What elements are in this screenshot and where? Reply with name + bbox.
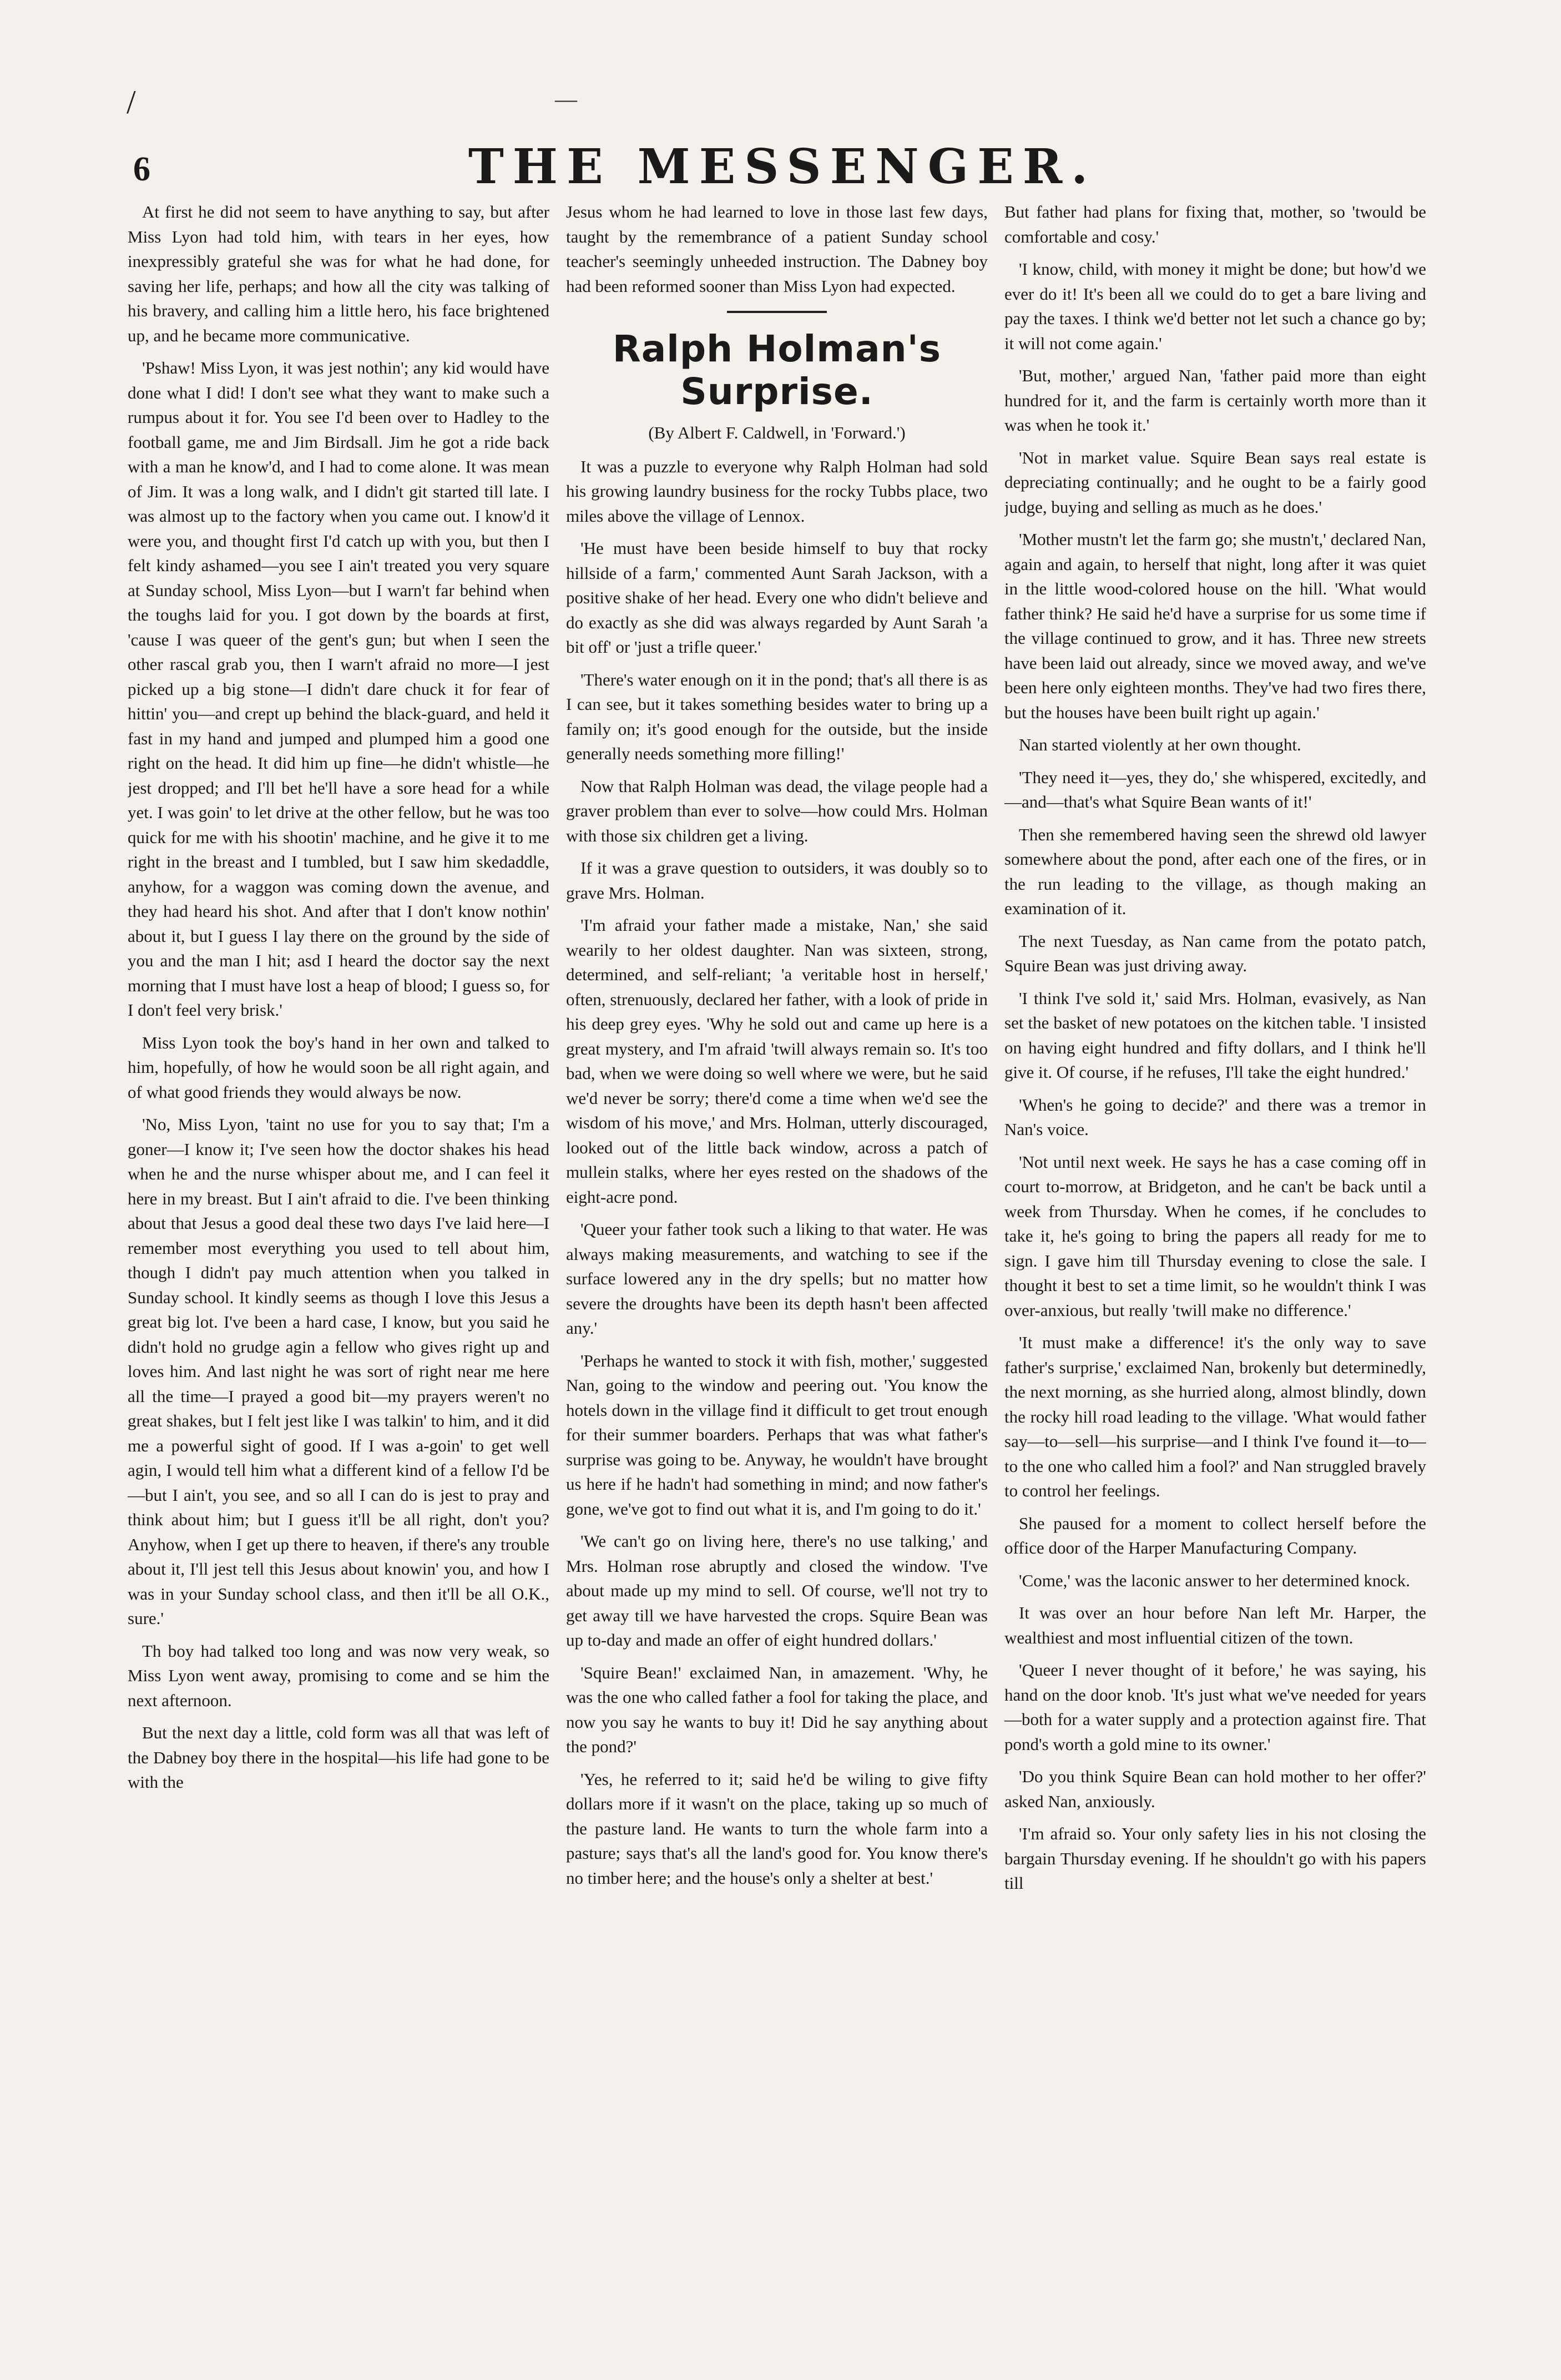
page-number: 6 xyxy=(133,150,150,188)
column-2 xyxy=(566,200,988,2353)
paragraph: 'No, Miss Lyon, 'taint no use for you to say that; I'm a goner—I know it; I've seen how the doctor shakes his head when he and the nurse whisper about me, and I can feel it here in my breast. But I ain't afraid to die. I've been thinking about that Jesus a good deal these two days I've laid here—I remember most everything you used to tell about him, though I didn't pay much attention when you talked in Sunday school. It kindly seems as though I love this Jesus a great big lot. I've been a hard case, I know, but you said he didn't hold no grudge agin a fellow who gives right up and loves him. And last night he was sort of right near me here all the time—I prayed a good bit—my prayers weren't no great shakes, but I felt jest like I was talkin' to him, and it did me a powerful sight of good. If I was a-goin' to get well agin, I would tell him what a different kind of a fellow I'd be—but I ain't, you see, and so all I can do is jest to pray and think about him; but I guess it'll be all right, don't you? Anyhow, when I get up there to heaven, if there's any trouble about it, I'll jest tell this Jesus about knowin' you, and how I was in your Sunday school class, and then it'll be all O.K., sure.' xyxy=(128,1115,549,1628)
paragraph: 'I'm afraid so. Your only safety lies in his not closing the bargain Thursday evening. If he shouldn't go with his papers till xyxy=(1004,1824,1426,1893)
column-1 xyxy=(128,200,549,2353)
paragraph: 'Pshaw! Miss Lyon, it was jest nothin'; any kid would have done what I did! I don't see what they want to make such a rumpus about it for. You see I'd been over to Hadley to the football game, me and Jim Birdsall. Jim he got a ride back with a man he know'd, and I had to come alone. It was mean of Jim. It was a long walk, and I didn't git started till late. I was almost up to the factory when you came out. I know'd it were you, and thought first I'd catch up with you, but then I felt kindy ashamed—you see I ain't treated you very square at Sunday school, Miss Lyon—but I warn't far behind when the toughs laid for you. I got down by the boards at first, 'cause I was queer of the gent's gun; but when I seen the other rascal grab you, then I warn't afraid no more—I jest picked up a big stone—I didn't dare chuck it for fear of hittin' you—and crept up behind the black-guard, and held it fast in my hand and jumped and plumped him a good one right on the head. It did him up fine—he didn't whistle—he jest dropped; and I'll bet he'll have a sore head for a while yet. I was goin' to let drive at the other fellow, but he was too quick for me with his shootin' machine, and he give it to me right in the breast and I tumbled, but I saw him skedaddle, anyhow, for a waggon was coming down the avenue, and they had heard his shot. And after that I don't know nothin' about it, but I guess I lay there on the ground by the side of you and the man I hit; asd I heard the doctor say the next morning that I must have lost a heap of blood; I guess so, for I don't feel very brisk.' xyxy=(128,358,549,1020)
paragraph: 'Yes, he referred to it; said he'd be wiling to give fifty dollars more if it wasn't on the place, taking up so much of the pasture land. He wants to turn the whole farm into a pasture; says that's all the land's good for. You know there's no timber here; and the house's only a shelter at best.' xyxy=(566,1769,988,1888)
article-columns xyxy=(111,200,1454,2353)
paragraph: 'Not in market value. Squire Bean says real estate is depreciating continually; and he ought to be a fairly good judge, buying and selling as much as he does.' xyxy=(1004,447,1426,517)
paragraph: If it was a grave question to outsiders, it was doubly so to grave Mrs. Holman. xyxy=(566,858,988,902)
publication-title: THE MESSENGER. xyxy=(468,139,1097,195)
paragraph: Now that Ralph Holman was dead, the vilage people had a graver problem than ever to solve—how could Mrs. Holman with those six children get a living. xyxy=(566,776,988,845)
masthead xyxy=(111,139,1454,200)
paragraph: 'When's he going to decide?' and there was a tremor in Nan's voice. xyxy=(1004,1095,1426,1139)
paragraph: 'It must make a difference! it's the only way to save father's surprise,' exclaimed Nan, brokenly but determinedly, the next morning, as she hurried along, almost blindly, down the rocky hill road leading to the village. 'What would father say—to—sell—his surprise—and I think I've found it—to—to the one who called him a fool?' and Nan struggled bravely to control her feelings. xyxy=(1004,1333,1426,1500)
paragraph: But father had plans for fixing that, mother, so 'twould be comfortable and cosy.' xyxy=(1004,202,1426,246)
margin-mark: / xyxy=(127,84,136,120)
paragraph: 'There's water enough on it in the pond; that's all there is as I can see, but it takes something besides water to bring up a family on; it's good enough for the outside, but the inside generally needs something more filling!' xyxy=(566,669,988,763)
paragraph: Miss Lyon took the boy's hand in her own and talked to him, hopefully, of how he would soon be all right again, and of what good friends they would always be now. xyxy=(128,1032,549,1102)
paragraph: 'But, mother,' argued Nan, 'father paid more than eight hundred for it, and the farm is certainly worth more than it was when he took it.' xyxy=(1004,366,1426,435)
story-byline: (By Albert F. Caldwell, in 'Forward.') xyxy=(648,423,906,442)
paragraph: 'Mother mustn't let the farm go; she mustn't,' declared Nan, again and again, to herself that night, long after it was quiet in the little wood-colored house on the hill. 'What would father think? He said he'd have a surprise for us some time if the village continued to grow, and it has. Three new streets have been laid out already, since we moved away, and we've been here only eighteen months. They've had two fires there, but the houses have been built right up again.' xyxy=(1004,530,1426,722)
paragraph: 'Queer I never thought of it before,' he was saying, his hand on the door knob. 'It's just what we've needed for years—both for a water supply and a protection against fire. That pond's worth a gold mine to its owner.' xyxy=(1004,1660,1426,1754)
paragraph: Th boy had talked too long and was now very weak, so Miss Lyon went away, promising to come and se him the next afternoon. xyxy=(128,1641,549,1710)
margin-mark: — xyxy=(555,87,577,112)
paragraph: It was over an hour before Nan left Mr. Harper, the wealthiest and most influential citizen of the town. xyxy=(1004,1603,1426,1647)
paragraph: Nan started violently at her own thought. xyxy=(1019,735,1301,754)
story-title: Ralph Holman's Surprise. xyxy=(612,327,942,413)
paragraph: 'Come,' was the laconic answer to her determined knock. xyxy=(1019,1570,1410,1590)
paragraph: It was a puzzle to everyone why Ralph Holman had sold his growing laundry business for the rocky Tubbs place, two miles above the village of Lennox. xyxy=(566,456,988,526)
section-divider xyxy=(727,311,827,313)
paragraph: 'I think I've sold it,' said Mrs. Holman, evasively, as Nan set the basket of new potatoes on the kitchen table. 'I insisted on having eight hundred and fifty dollars, and I think he'll give it. Of course, if he refuses, I'll take the eight hundred.' xyxy=(1004,988,1426,1082)
paragraph: 'Squire Bean!' exclaimed Nan, in amazement. 'Why, he was the one who called father a fool for taking the place, and now you say he wants to buy it! Did he say anything about the pond?' xyxy=(566,1662,988,1756)
paragraph: 'Queer your father took such a liking to that water. He was always making measurements, and watching to see if the surface lowered any in the dry spells; but no matter how severe the droughts have been its depth hasn't been affected any.' xyxy=(566,1219,988,1338)
paragraph: Then she remembered having seen the shrewd old lawyer somewhere about the pond, after each one of the fires, or in the run leading to the village, as though making an examination of it. xyxy=(1004,824,1426,918)
paragraph: 'Not until next week. He says he has a case coming off in court to-morrow, at Bridgeton, and he can't be back until a week from Thursday. When he comes, if he concludes to take it, he's going to bring the papers all ready for me to sign. I gave him till Thursday evening to close the sale. I thought it best to set a time limit, so he wouldn't think I was over-anxious, but really 'twill make no difference.' xyxy=(1004,1152,1426,1320)
paragraph: 'Do you think Squire Bean can hold mother to her offer?' asked Nan, anxiously. xyxy=(1004,1767,1426,1811)
paragraph: At first he did not seem to have anything to say, but after Miss Lyon had told him, with tears in her eyes, how inexpressibly grateful she was for what he had done, for saving her life, perhaps; and how all the city was talking of his bravery, and calling him a little hero, his face brightened up, and he became more communicative. xyxy=(128,202,549,345)
paragraph: 'I'm afraid your father made a mistake, Nan,' she said wearily to her oldest daughter. Nan was sixteen, strong, determined, and self-reliant; 'a veritable host in herself,' often, strenuously, declared her father, with a look of pride in his deep grey eyes. 'Why he sold out and came up here is a great mystery, and I'm afraid 'twill always remain so. It's too bad, when we were doing so well where we were, but he said we'd never be sorry; there'd come a time when we'd see the wisdom of his move,' and Mrs. Holman, utterly discouraged, looked out of the little back window, across a patch of mullein stalks, where her eyes rested on the shadows of the eight-acre pond. xyxy=(566,915,988,1207)
paragraph: 'I know, child, with money it might be done; but how'd we ever do it! It's been all we could do to get a bare living and pay the taxes. I think we'd better not let such a chance go by; it will not come again.' xyxy=(1004,259,1426,353)
paragraph: But the next day a little, cold form was all that was left of the Dabney boy there in the hospital—his life had gone to be with the xyxy=(128,1723,549,1792)
paragraph: She paused for a moment to collect herself before the office door of the Harper Manufacturing Company. xyxy=(1004,1513,1426,1557)
paragraph: The next Tuesday, as Nan came from the potato patch, Squire Bean was just driving away. xyxy=(1004,931,1426,975)
paragraph: 'We can't go on living here, there's no use talking,' and Mrs. Holman rose abruptly and closed the window. 'I've about made up my mind to sell. Of course, we'll not try to get away till we have harvested the crops. Squire Bean was up to-day and made an offer of eight hundred dollars.' xyxy=(566,1531,988,1650)
paragraph: 'They need it—yes, they do,' she whispered, excitedly, and—and—that's what Squire Bean wants of it!' xyxy=(1004,767,1426,811)
paragraph: Jesus whom he had learned to love in those last few days, taught by the remembrance of a patient Sunday school teacher's seemingly unheeded instruction. The Dabney boy had been reformed sooner than Miss Lyon had expected. xyxy=(566,202,988,296)
paragraph: 'Perhaps he wanted to stock it with fish, mother,' suggested Nan, going to the window and peering out. 'You know the hotels down in the village find it difficult to get trout enough for their summer boarders. Perhaps that was what father's surprise was going to be. Anyway, he wouldn't have brought us here if he hadn't had something in mind; and now father's gone, we've got to find out what it is, and I'm going to do it.' xyxy=(566,1350,988,1519)
paragraph: 'He must have been beside himself to buy that rocky hillside of a farm,' commented Aunt Sarah Jackson, with a positive shake of her head. Every one who didn't believe and do exactly as she did was always regarded by Aunt Sarah 'a bit off' or 'just a trifle queer.' xyxy=(566,538,988,657)
column-3 xyxy=(1004,200,1426,2353)
